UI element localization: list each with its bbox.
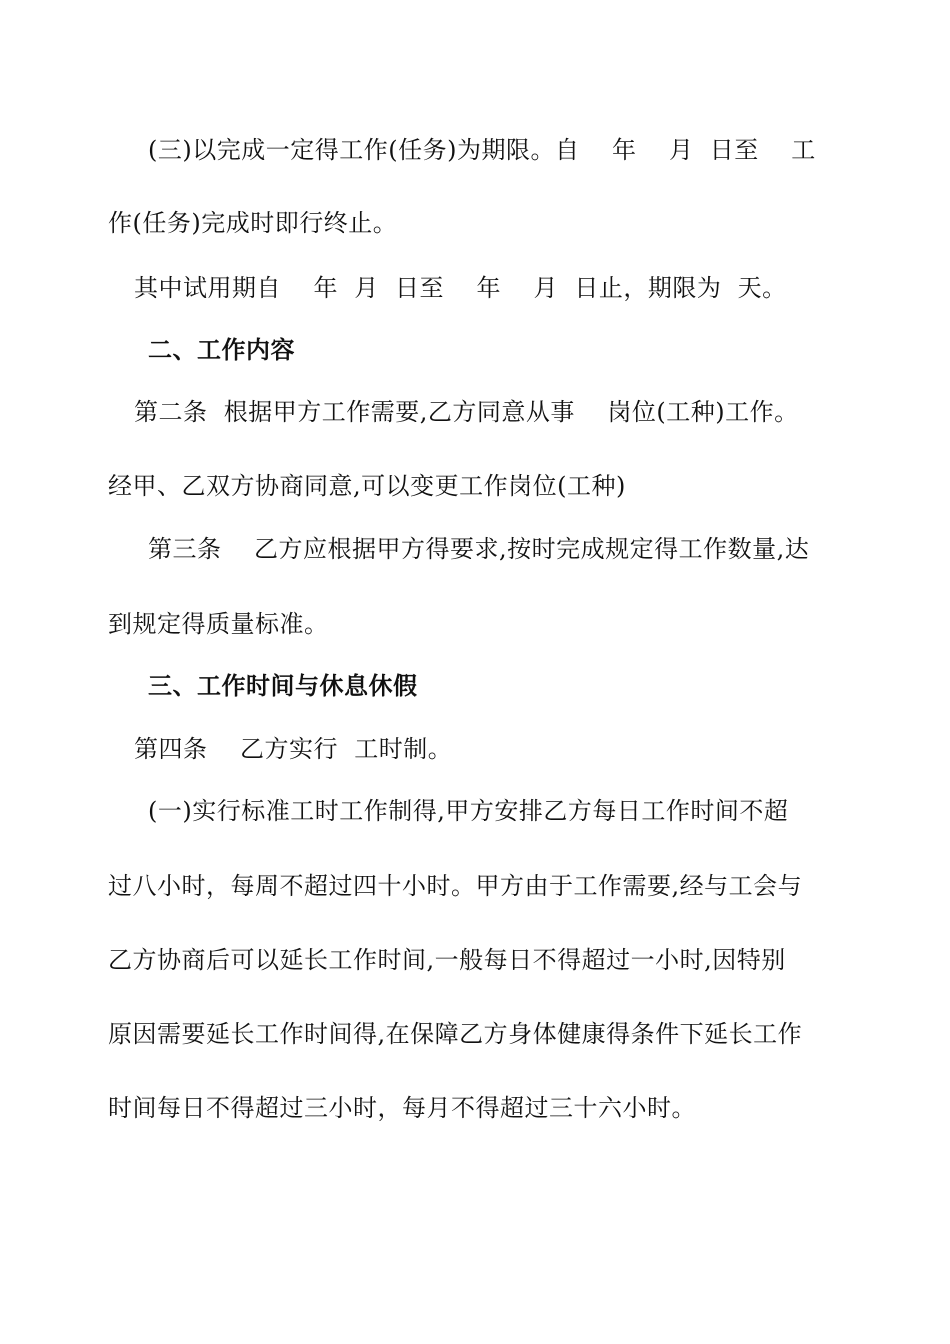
paragraph-line: 其中试用期自 年 月 日至 年 月 日止，期限为 天。 [134, 274, 787, 302]
section-heading: 二、工作内容 [148, 335, 295, 364]
section-heading: 三、工作时间与休息休假 [148, 671, 418, 700]
paragraph-line: (一)实行标准工时工作制得,甲方安排乙方每日工作时间不超 [148, 797, 789, 825]
paragraph-line: 乙方协商后可以延长工作时间,一般每日不得超过一小时,因特别 [108, 946, 786, 974]
paragraph-line: 过八小时，每周不超过四十小时。甲方由于工作需要,经与工会与 [108, 872, 803, 900]
paragraph-line: 经甲、乙双方协商同意,可以变更工作岗位(工种) [108, 472, 626, 500]
paragraph-line: 作(任务)完成时即行终止。 [108, 209, 398, 237]
paragraph-line: 第三条 乙方应根据甲方得要求,按时完成规定得工作数量,达 [148, 535, 810, 563]
paragraph-line: 到规定得质量标准。 [108, 610, 329, 638]
paragraph-line: 第二条 根据甲方工作需要,乙方同意从事 岗位(工种)工作。 [134, 398, 799, 426]
paragraph-line: (三)以完成一定得工作(任务)为期限。自 年 月 日至 工 [148, 136, 816, 164]
paragraph-line: 第四条 乙方实行 工时制。 [134, 735, 453, 763]
paragraph-line: 原因需要延长工作时间得,在保障乙方身体健康得条件下延长工作 [108, 1020, 803, 1048]
paragraph-line: 时间每日不得超过三小时，每月不得超过三十六小时。 [108, 1094, 696, 1122]
